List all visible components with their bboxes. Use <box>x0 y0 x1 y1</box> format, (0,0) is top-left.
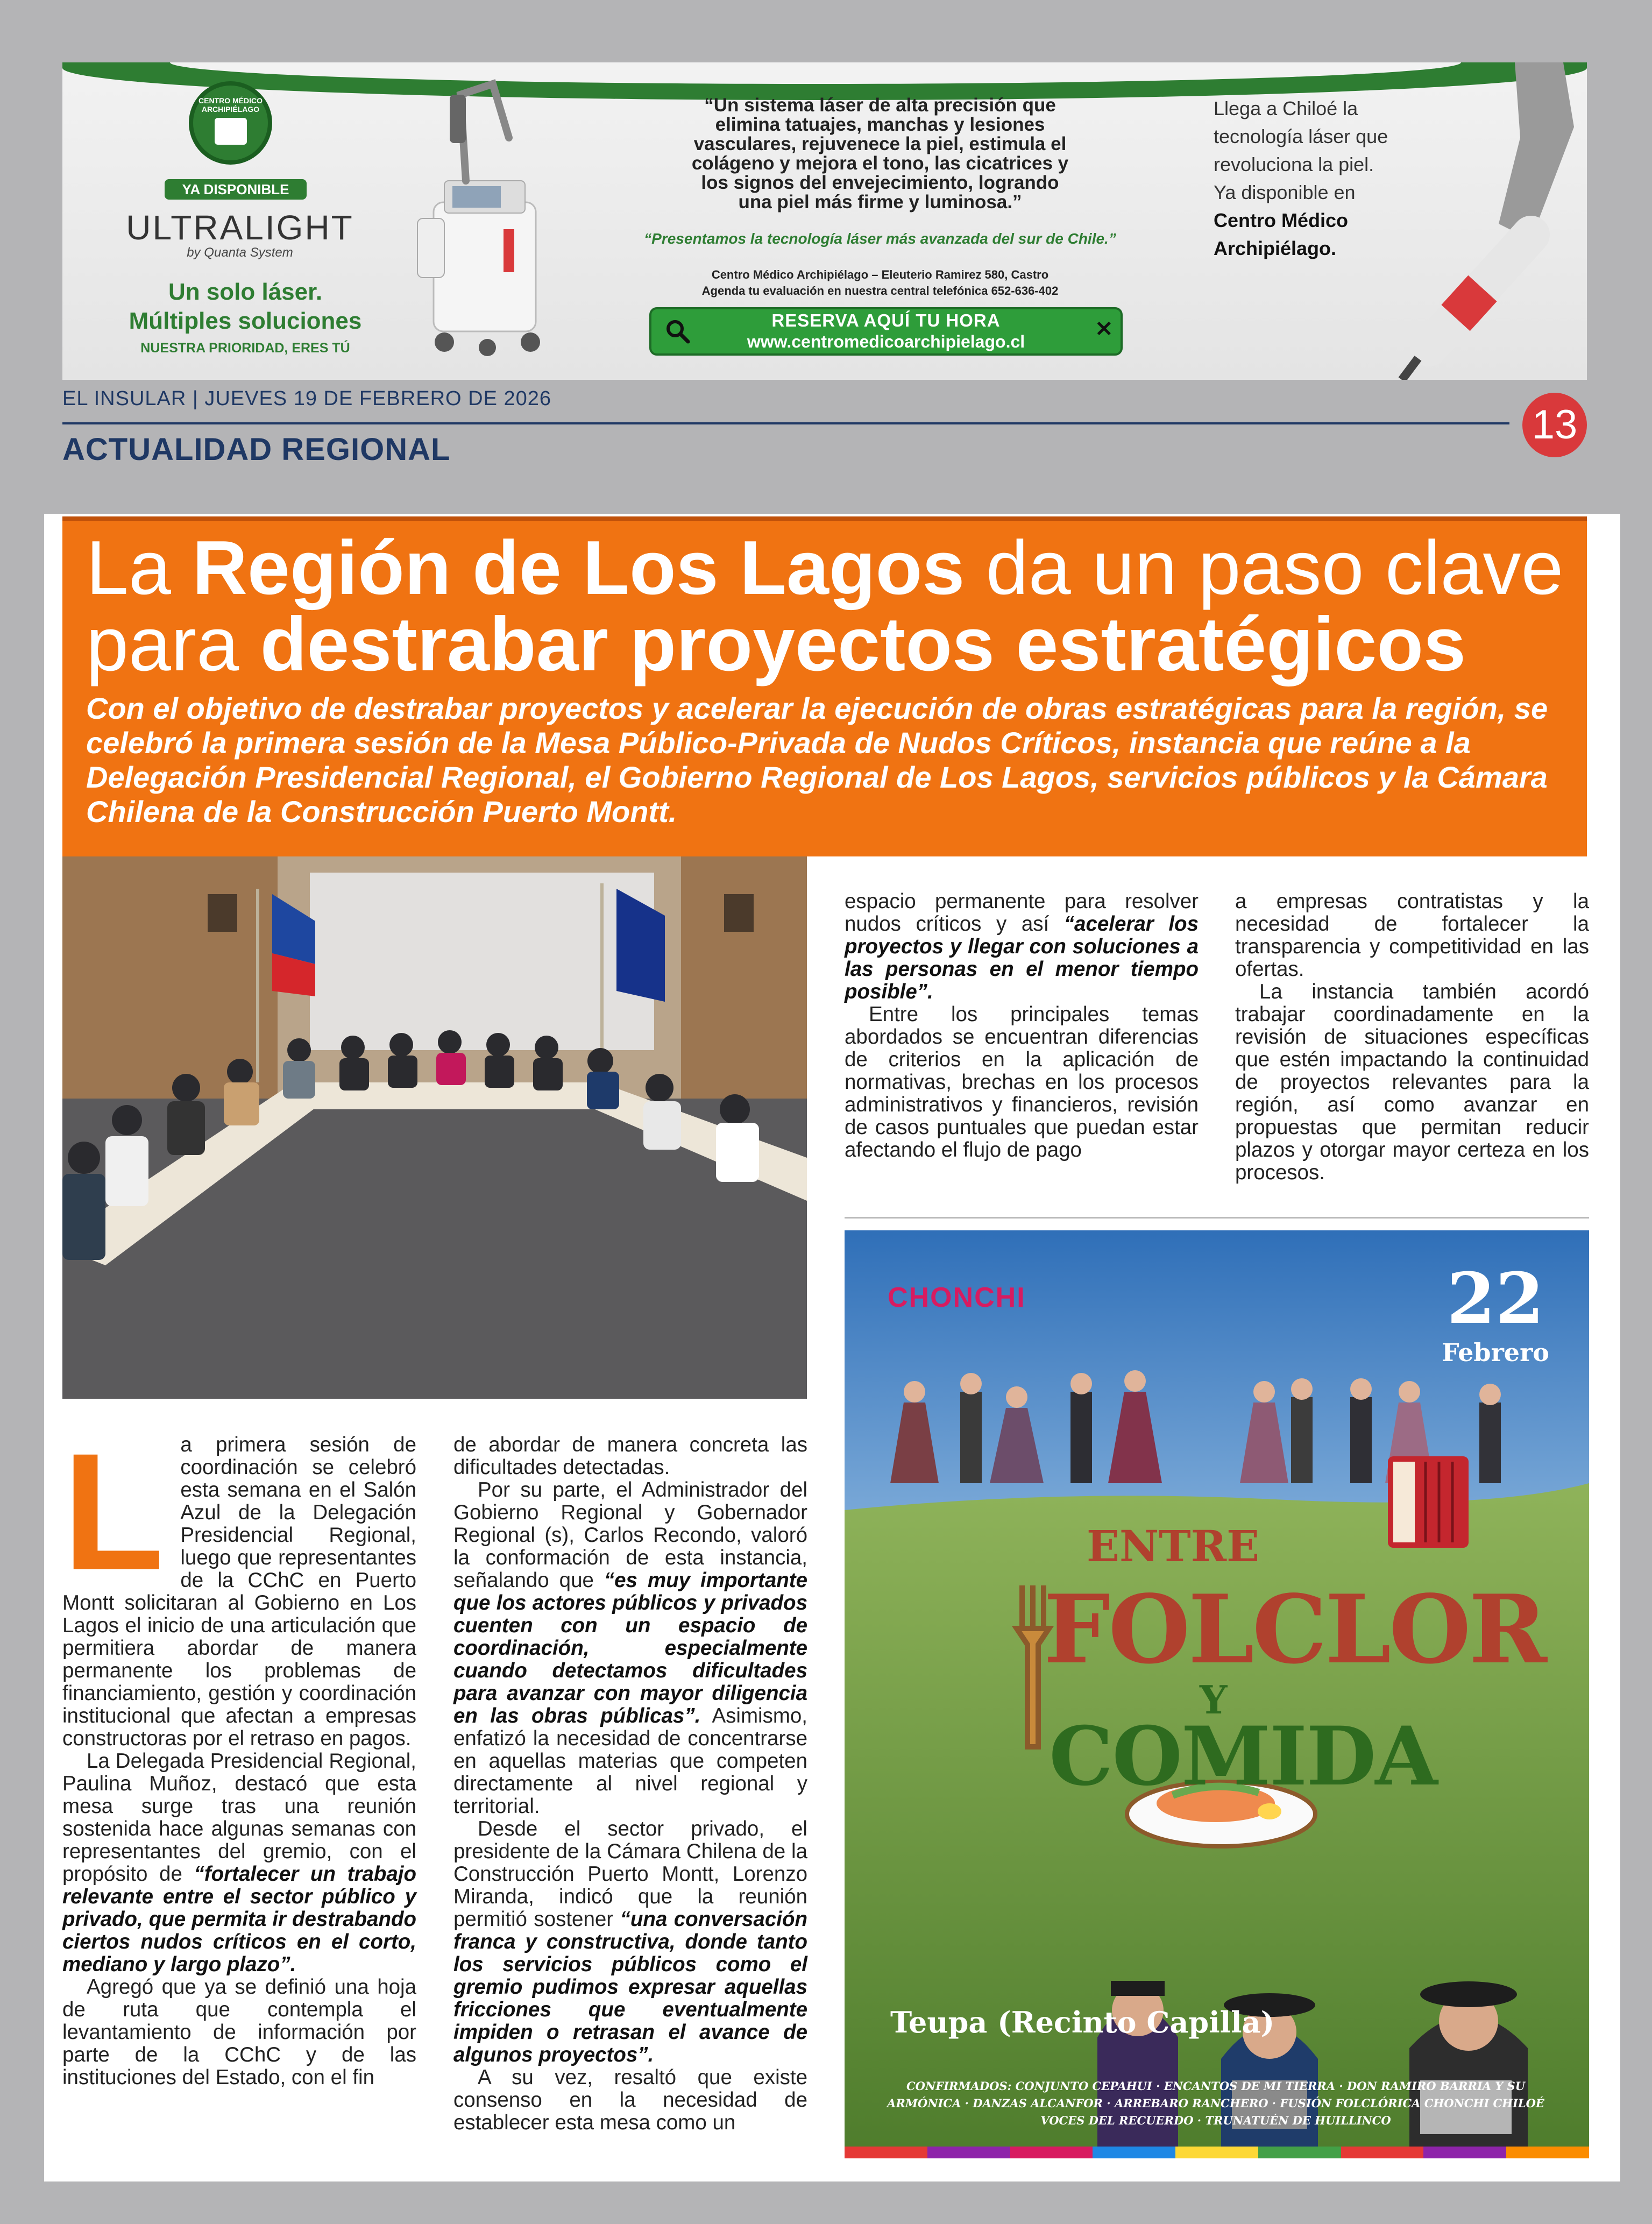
close-icon[interactable]: ✕ <box>1095 317 1113 341</box>
ad-slogan <box>122 278 369 336</box>
paragraph: a empresas contratistas y la necesidad de fortalecer la transparencia y competitividad en las ofertas. <box>1235 890 1589 981</box>
confirmed-acts <box>866 2078 1565 2129</box>
ad-address <box>633 267 1128 299</box>
article-column-4 <box>1235 890 1589 1184</box>
paragraph: La instancia también acordó trabajar coordinadamente en la revisión de situaciones específicas que estén impactando la continuidad de proyectos relevantes para la región, así como avanzar en propuestas que permitan reducir plazos y otorgar mayor certeza en los procesos. <box>1235 980 1589 1184</box>
ultralight-brand: ULTRALIGHT <box>126 208 354 247</box>
paragraph: A su vez, resaltó que existe consenso en la necesidad de establecer esta mesa como un <box>453 2066 807 2134</box>
drop-cap: L <box>62 1418 165 1605</box>
paragraph: Por su parte, el Administrador del Gobierno Regional y Gobernador Regional (s), Carlos Recondo, valoró la conformación de esta instancia, señalando que “es muy importante que los actores públicos y privados cuenten con un espacio de coordinación, especialmente cuando detectamos dificultades para avanzar con mayor diligencia en las obras públicas”. Asimismo, enfatizó la necesidad de concentrarse en aquellas materias que competen directamente al nivel regional y territorial. <box>453 1478 807 1818</box>
paragraph: Agregó que ya se definió una hoja de ruta que contempla el levantamiento de información por parte de la CChC y de las instituciones del Estado, con el fin <box>62 1975 416 2089</box>
page-number: 13 <box>1522 393 1587 457</box>
slogan-line-2: Múltiples soluciones <box>129 308 362 334</box>
event-day: 22 <box>1447 1257 1544 1340</box>
clinic-name: Archipiélago. <box>1214 237 1337 259</box>
side-line: Ya disponible en <box>1214 181 1356 203</box>
brand-subtitle: by Quanta System <box>187 245 293 260</box>
book-appointment-button[interactable] <box>649 307 1123 356</box>
poster-title-folclor: FOLCLOR <box>1044 1575 1545 1685</box>
masthead: EL INSULAR | JUEVES 19 DE FEBRERO DE 2026 <box>62 387 552 410</box>
event-venue: Teupa (Recinto Capilla) <box>890 2005 1275 2039</box>
laser-handpiece-image <box>1337 62 1587 380</box>
quote-line: colágeno y mejora el tono, las cicatrices y <box>691 153 1069 174</box>
article-lead: Con el objetivo de destrabar proyectos y acelerar la ejecución de obras estratégicas para la región, se celebró la primera sesión de la Mesa Público-Privada de Nudos Críticos, instancia que reúne a la Delegación Presidencial Regional, el Gobierno Regional de Los Lagos, servicios públicos y la Cámara Chilena de la Construcción Puerto Montt. <box>86 691 1548 828</box>
paragraph: Entre los principales temas abordados se encuentran diferencias de criterios en la aplicación de normativas, brechas en los procesos administrativos y financieros, revisión de casos puntuales que puedan estar afectando el flujo de pago <box>845 1003 1199 1161</box>
ad-priority: NUESTRA PRIORIDAD, ERES TÚ <box>140 341 350 356</box>
quote-line: elimina tatuajes, manchas y lesiones <box>715 114 1045 135</box>
column-divider <box>845 1217 1589 1219</box>
laser-advertisement[interactable] <box>62 62 1587 380</box>
article-column-1 <box>62 1418 416 2149</box>
section-title: ACTUALIDAD REGIONAL <box>62 432 451 467</box>
quote-line: los signos del envejecimiento, logrando <box>701 172 1059 193</box>
centro-medico-logo <box>189 81 272 165</box>
event-month: Febrero <box>1442 1338 1549 1367</box>
side-line: Llega a Chiloé la <box>1214 97 1358 119</box>
available-badge: YA DISPONIBLE <box>165 179 307 200</box>
address-line: Centro Médico Archipiélago – Eleuterio Ramirez 580, Castro <box>711 268 1049 281</box>
laser-machine-image <box>385 73 579 364</box>
paragraph: Desde el sector privado, el presidente de la Cámara Chilena de la Construcción Puerto Montt, Lorenzo Miranda, indicó que la reunión permitió sostener “una conversación franca y constructiva, donde tanto los servicios públicos como el gremio pudimos expresar aquellas fricciones que eventualmente impiden o retrasan el avance de algunos proyectos”. <box>453 1817 807 2066</box>
quote: “fortalecer un trabajo relevante entre el sector público y privado, que permita ir destrabando ciertos nudos críticos en el corto, mediano y largo plazo”. <box>62 1862 416 1976</box>
cta-label: RESERVA AQUÍ TU HORA <box>771 310 1001 330</box>
side-line: revoluciona la piel. <box>1214 153 1374 175</box>
poster-title-entre: ENTRE <box>1087 1521 1260 1571</box>
acts-line: CONFIRMADOS: CONJUNTO CEPAHUI · ENCANTOS DE MI TIERRA · DON RAMIRO BARRIA Y SU <box>906 2079 1526 2093</box>
side-line: tecnología láser que <box>1214 125 1388 147</box>
meeting-photo <box>62 856 807 1399</box>
paragraph: de abordar de manera concreta las dificultades detectadas. <box>453 1433 807 1479</box>
ad-quote <box>633 96 1128 212</box>
quote: “es muy importante que los actores públicos y privados cuenten con un espacio de coordinación, especialmente cuando detectamos dificultades para avanzar con mayor diligencia en las obras públicas”. <box>453 1569 807 1727</box>
quote-line: “Un sistema láser de alta precisión que <box>704 95 1056 116</box>
phone-line: Agenda tu evaluación en nuestra central telefónica 652-636-402 <box>701 284 1059 298</box>
ad-tagline: “Presentamos la tecnología láser más avanzada del sur de Chile.” <box>644 230 1116 247</box>
folklore-event-poster[interactable] <box>845 1230 1589 2158</box>
paragraph: espacio permanente para resolver nudos críticos y así “acelerar los proyectos y llegar con soluciones a las personas en el menor tiempo posible”. <box>845 890 1199 1003</box>
search-icon <box>664 318 691 345</box>
article-column-2 <box>453 1434 807 2149</box>
logo-text: CENTRO MÉDICO ARCHIPIÉLAGO <box>198 96 263 114</box>
quote: “una conversación franca y constructiva, donde tanto los servicios públicos como el gremio pudimos expresar aquellas fricciones que eventualmente impiden o retrasan el avance de algunos proyectos”. <box>453 1908 807 2066</box>
slogan-line-1: Un solo láser. <box>168 279 323 305</box>
clinic-building-icon <box>215 118 247 145</box>
clinic-name: Centro Médico <box>1214 209 1349 231</box>
paragraph: a primera sesión de coordinación se celebró esta semana en el Salón Azul de la Delegación Presidencial Regional, luego que representantes de la CChC en Puerto Montt solicitaran al Gobierno en Los Lagos el inicio de una articulación que permitiera abordar de manera permanente los problemas de financiamiento, gestión y coordinación institucional que afectan a empresas constructoras por el retraso en pagos. <box>62 1433 416 1750</box>
article-column-3 <box>845 890 1199 1161</box>
paragraph: La Delegada Presidencial Regional, Paulina Muñoz, destacó que esta mesa surge tras una reunión sostenida hace algunas semanas con representantes del gremio, con el propósito de “fortalecer un trabajo relevante entre el sector público y privado, que permita ir destrabando ciertos nudos críticos en el corto, mediano y largo plazo”. <box>62 1750 416 1976</box>
acts-line: VOCES DEL RECUERDO · TRUNATUÉN DE HUILLINCO <box>1040 2114 1391 2127</box>
chonchi-logo: CHONCHI <box>888 1282 1026 1313</box>
quote: “acelerar los proyectos y llegar con soluciones a las personas en el menor tiempo posible”. <box>845 912 1199 1003</box>
acts-line: ARMÓNICA · DANZAS ALCANFOR · ARREBARO RANCHERO · FUSIÓN FOLCLÓRICA CHONCHI CHILOÉ <box>887 2096 1544 2110</box>
article-headline: La Región de Los Lagos da un paso clave para destrabar proyectos estratégicos <box>86 525 1564 687</box>
poster-title-comida: COMIDA <box>1049 1709 1437 1804</box>
poster-title-y: Y <box>1200 1677 1228 1723</box>
clinic-website-link[interactable]: www.centromedicoarchipielago.cl <box>747 332 1025 351</box>
quote-line: una piel más firme y luminosa.” <box>738 192 1022 213</box>
color-stripes <box>845 2147 1589 2158</box>
quote-line: vasculares, rejuvenece la piel, estimula el <box>693 133 1067 154</box>
header-rule <box>62 422 1509 424</box>
